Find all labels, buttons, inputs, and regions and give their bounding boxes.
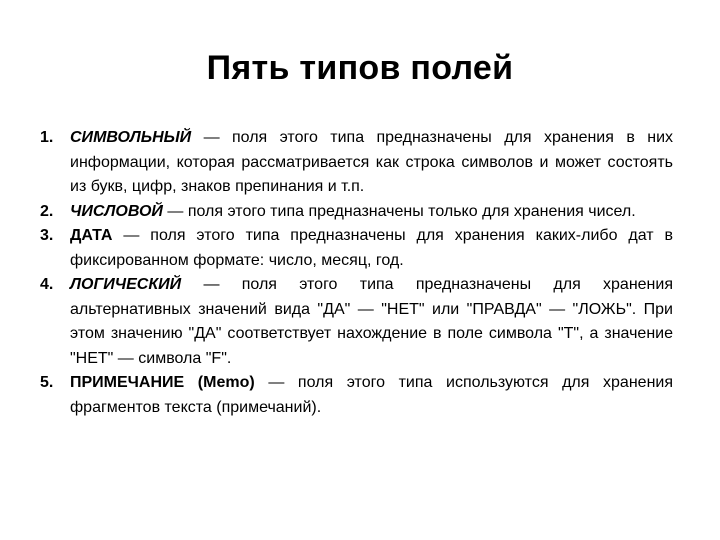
item-term: СИМВОЛЬНЫЙ (70, 129, 192, 146)
item-term: ДАТА (70, 227, 113, 244)
item-description: — поля этого типа предназначены только для хранения чисел. (162, 202, 636, 220)
list-item-date (40, 224, 673, 273)
item-description: — поля этого типа предназначены для хранения каких-либо дат в фиксированном формате: число, месяц, год. (70, 227, 673, 269)
item-description: — поля этого типа предназначены для хранения альтернативных значений вида "ДА" — "НЕТ" или "ПРАВДА" — "ЛОЖЬ". При этом значению "ДА" соответствует нахождение в поле символа "Т", а значение "НЕТ" — символа "F". (70, 276, 673, 367)
item-term: ЧИСЛОВОЙ (70, 202, 163, 220)
list-item-symbolic (40, 126, 673, 200)
list-item-memo (40, 371, 673, 420)
item-term: ПРИМЕЧАНИЕ (Memo) (70, 374, 255, 391)
item-description: — поля этого типа предназначены для хранения в них информации, которая рассматривается как строка символов и может состоять из букв, цифр, знаков препинания и т.п. (70, 129, 673, 195)
list-item-numeric (40, 200, 673, 225)
slide-title: Пять типов полей (206, 49, 514, 87)
item-number: 5. (40, 374, 54, 391)
item-term: ЛОГИЧЕСКИЙ (70, 276, 182, 293)
item-description: — поля этого типа используются для хранения фрагментов текста (примечаний). (70, 374, 674, 416)
list-item-logical (40, 273, 673, 371)
field-type-list (40, 126, 673, 420)
item-number: 1. (40, 129, 54, 146)
item-number: 4. (40, 276, 54, 293)
item-number: 3. (40, 227, 54, 244)
item-number: 2. (40, 202, 54, 220)
